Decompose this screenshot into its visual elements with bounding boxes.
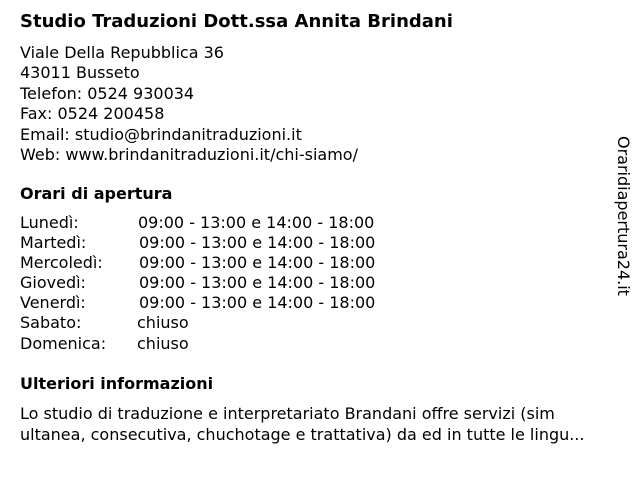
hours-value: chiuso [137,313,189,333]
business-name: Studio Traduzioni Dott.ssa Annita Brindani [20,11,453,32]
website: Web: www.brindanitraduzioni.it/chi-siamo/ [20,145,358,165]
hours-value: 09:00 - 13:00 e 14:00 - 18:00 [138,213,375,232]
email-address: Email: studio@brindanitraduzioni.it [20,124,302,144]
day-label: Mercoledì: [20,253,103,273]
hours-value: 09:00 - 13:00 e 14:00 - 18:00 [139,293,376,313]
hours-value: 09:00 - 13:00 e 14:00 - 18:00 [139,233,376,253]
more-info-text [20,403,632,445]
site-brand-text: Oraridiapertura24.it [614,136,633,296]
more-info-heading: Ulteriori informazioni [20,374,214,393]
opening-hours-heading: Orari di apertura [20,184,173,203]
day-label: Giovedì: [20,273,86,293]
hours-value: 09:00 - 13:00 e 14:00 - 18:00 [139,253,376,273]
phone-number: Telefon: 0524 930034 [20,83,195,103]
address-street: Viale Della Repubblica 36 [20,43,224,62]
day-label: Lunedì: [20,213,79,232]
address-city: 43011 Busseto [20,63,140,83]
day-label: Martedì: [20,233,87,253]
more-info-line: Lo studio di traduzione e interpretariato Brandani offre servizi (sim [20,404,555,423]
day-label: Venerdì: [20,293,86,313]
more-info-line: ultanea, consecutiva, chuchotage e trattativa) da ed in tutte le lingu... [20,425,585,444]
hours-value: chiuso [137,333,189,353]
fax-number: Fax: 0524 200458 [20,104,165,124]
day-label: Sabato: [20,313,82,333]
contact-block [20,43,358,165]
site-brand-vertical [612,136,636,308]
hours-value: 09:00 - 13:00 e 14:00 - 18:00 [139,273,376,293]
day-label: Domenica: [20,333,107,353]
